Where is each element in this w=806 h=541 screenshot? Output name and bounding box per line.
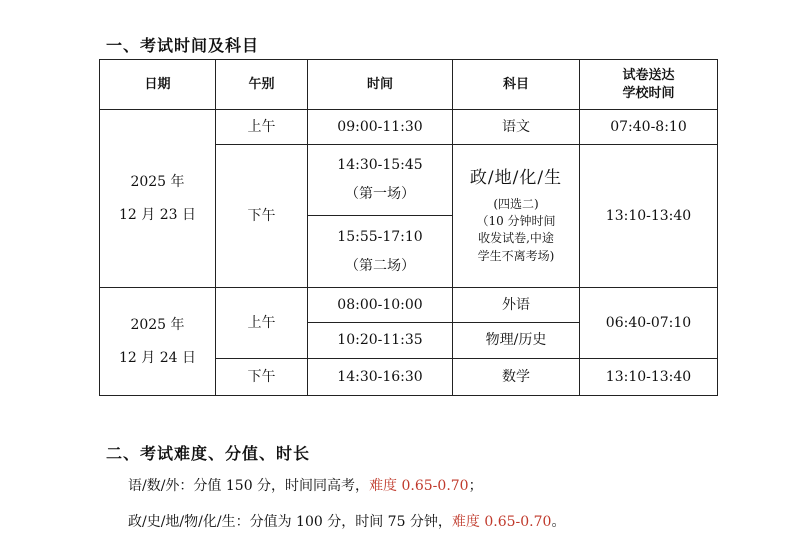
day1-month-day: 12 月 23 日: [119, 206, 196, 223]
day2-date-cell: [100, 288, 216, 396]
header-date: 日期: [100, 60, 216, 110]
note-other-subjects: [128, 511, 565, 531]
header-time: 时间: [308, 60, 453, 110]
day1-session2-time: 15:55-17:10: [337, 228, 423, 245]
day1-afternoon-period: 下午: [216, 145, 308, 288]
day1-session1-time: 14:30-15:45: [337, 157, 423, 174]
table-row: [100, 110, 718, 145]
table-row: [100, 288, 718, 323]
day2-slot2-time: 10:20-11:35: [308, 323, 453, 359]
day2-afternoon-subject: 数学: [453, 359, 580, 396]
day1-year: 2025 年: [130, 173, 185, 190]
day1-morning-period: 上午: [216, 110, 308, 145]
day1-afternoon-subject: 政/地/化/生: [469, 167, 563, 188]
day1-session1-cell: [308, 145, 453, 216]
note-main-subjects: [128, 475, 483, 495]
day1-morning-subject: 语文: [453, 110, 580, 145]
day2-afternoon-delivery: 13:10-13:40: [580, 359, 718, 396]
day2-slot1-time: 08:00-10:00: [308, 288, 453, 323]
note2-difficulty: 难度 0.65-0.70: [451, 514, 552, 530]
subject-note-line3: 收发试卷,中途: [478, 231, 554, 246]
day1-morning-time: 09:00-11:30: [308, 110, 453, 145]
table-header-row: [100, 60, 718, 110]
note1-difficulty: 难度 0.65-0.70: [369, 478, 469, 494]
header-delivery-time: [580, 60, 718, 110]
header-period: 午别: [216, 60, 308, 110]
note2-text: 政/史/地/物/化/生：分值为 100 分，时间 75 分钟，: [128, 514, 452, 530]
day1-date-cell: [100, 110, 216, 288]
day1-session1-label: （第一场）: [345, 186, 415, 202]
day1-afternoon-delivery: 13:10-13:40: [580, 145, 718, 288]
day2-afternoon-period: 下午: [216, 359, 308, 396]
day2-afternoon-time: 14:30-16:30: [308, 359, 453, 396]
section-title-difficulty: 二、考试难度、分值、时长: [106, 444, 311, 463]
header-subject: 科目: [453, 60, 580, 110]
day2-morning-delivery: 06:40-07:10: [580, 288, 718, 359]
day1-morning-delivery: 07:40-8:10: [580, 110, 718, 145]
day2-slot1-subject: 外语: [453, 288, 580, 323]
day1-session2-label: （第二场）: [345, 257, 415, 274]
day2-slot2-subject: 物理/历史: [453, 323, 580, 359]
note1-text: 语/数/外：分值 150 分，时间同高考，: [128, 478, 370, 494]
section-title-schedule: 一、考试时间及科目: [106, 36, 260, 55]
note2-end: 。: [551, 514, 566, 530]
header-delivery-line1: 试卷送达: [622, 67, 675, 83]
day2-year: 2025 年: [130, 316, 185, 333]
day1-session2-cell: [308, 216, 453, 288]
header-delivery-line2: 学校时间: [622, 85, 675, 101]
day2-morning-period: 上午: [216, 288, 308, 359]
subject-note-line2: （10 分钟时间: [476, 214, 556, 229]
subject-note-line1: (四选二): [493, 196, 539, 211]
note1-end: ；: [468, 478, 483, 494]
day1-afternoon-subject-cell: [453, 145, 580, 288]
exam-schedule-table: [99, 59, 718, 396]
day2-month-day: 12 月 24 日: [119, 349, 196, 366]
subject-note-line4: 学生不离考场): [477, 248, 555, 263]
